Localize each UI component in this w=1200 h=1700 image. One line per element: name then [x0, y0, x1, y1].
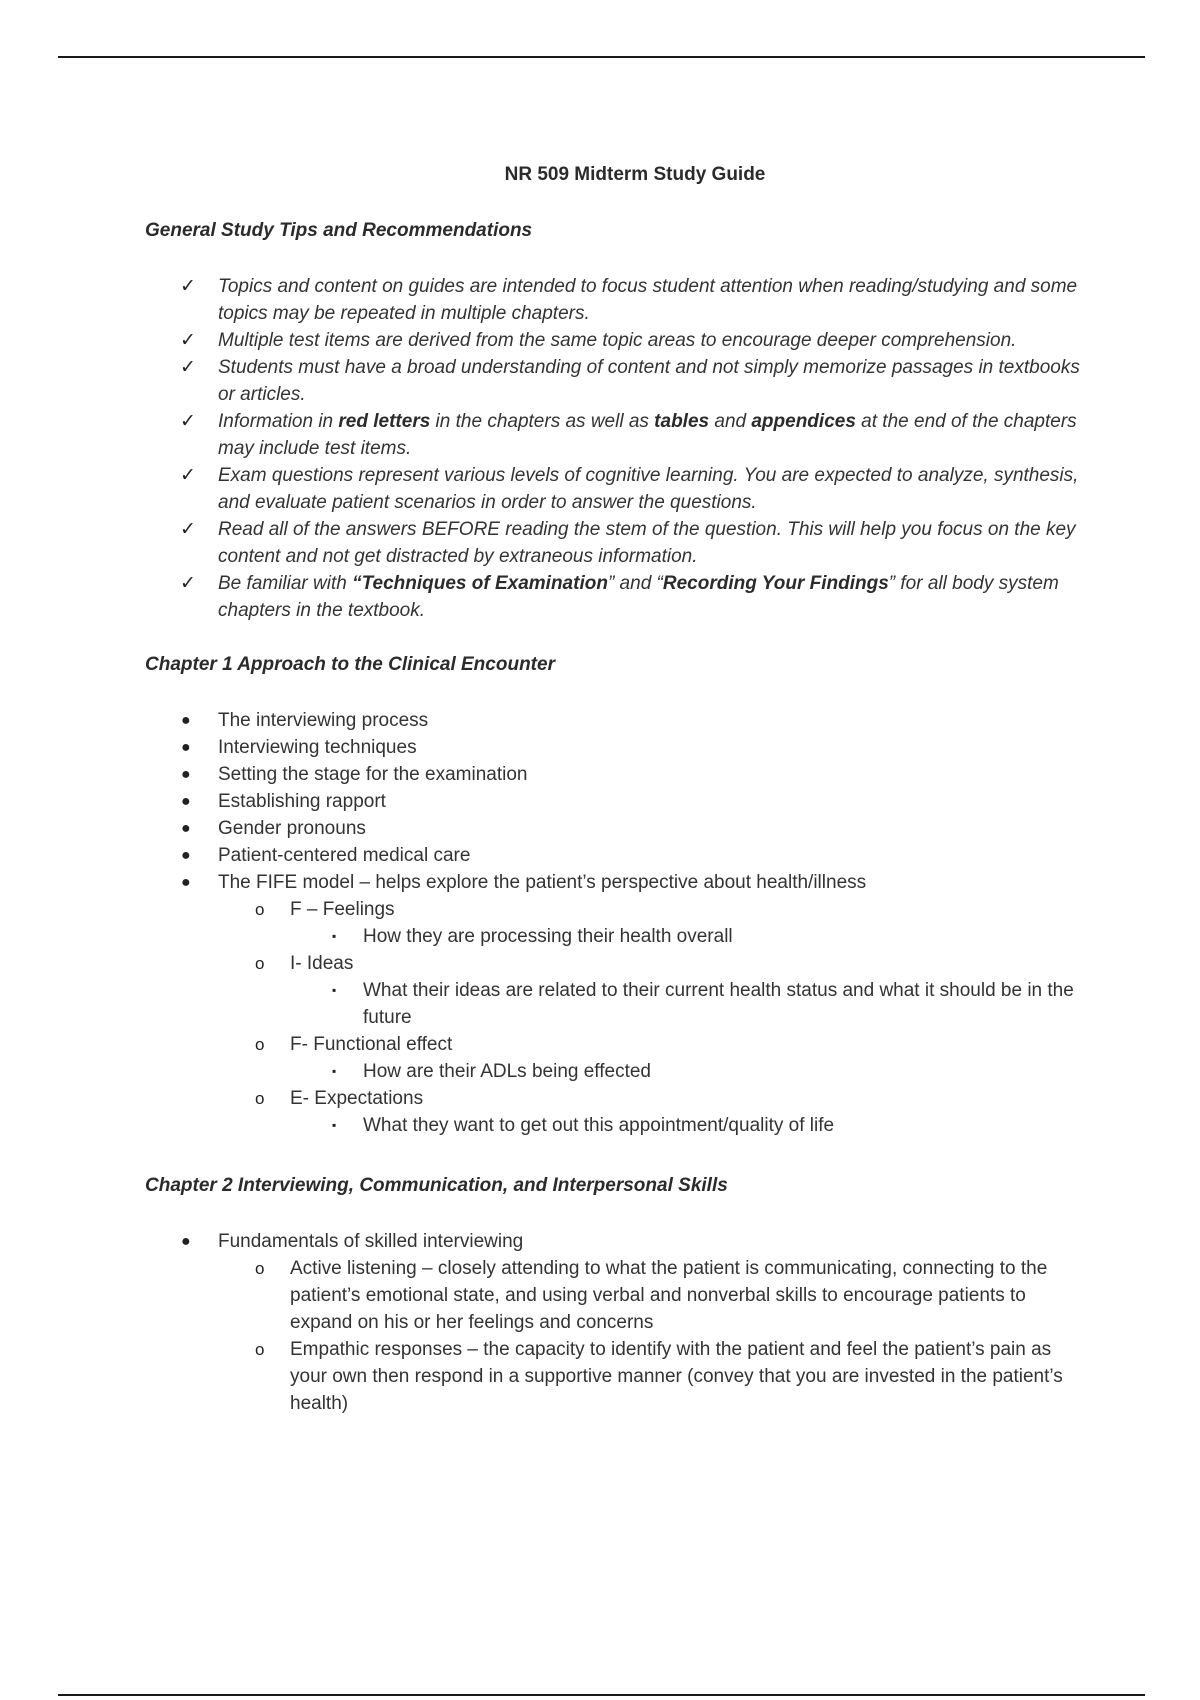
chapter-2-list	[0, 1228, 1200, 1417]
emphasis-appendices: appendices	[751, 411, 856, 432]
list-item: ● Patient-centered medical care	[0, 842, 1200, 869]
tip-text: Be familiar with “Techniques of Examination” and “Recording Your Findings” for all body system chapters in the textbook.	[218, 573, 1059, 621]
fife-item: o I- Ideas	[0, 950, 1200, 977]
list-item	[0, 462, 1200, 516]
emphasis-red-letters: red letters	[338, 411, 431, 432]
circle-bullet-icon: o	[255, 900, 265, 919]
tip-text: Multiple test items are derived from the same topic areas to encourage deeper comprehension.	[218, 330, 1017, 351]
circle-bullet-icon: o	[255, 1259, 265, 1278]
bottom-rule	[58, 1694, 1145, 1696]
check-icon: ✓	[180, 411, 196, 432]
check-icon: ✓	[180, 330, 196, 351]
circle-bullet-icon: o	[255, 1035, 265, 1054]
check-icon: ✓	[180, 573, 196, 594]
bullet-icon: ●	[181, 739, 191, 756]
list-item	[0, 354, 1200, 408]
check-icon: ✓	[180, 357, 196, 378]
bullet-icon: ●	[181, 712, 191, 729]
tip-text: Topics and content on guides are intended to focus student attention when reading/studying and some topics may be repeated in multiple chapters.	[218, 276, 1078, 324]
list-item: ● Establishing rapport	[0, 788, 1200, 815]
tip-text: Students must have a broad understanding of content and not simply memorize passages in textbooks or articles.	[218, 357, 1080, 405]
emphasis-tables: tables	[654, 411, 710, 432]
fife-detail: ▪ What their ideas are related to their current health status and what it should be in the future	[0, 977, 1200, 1031]
chapter-2-heading: Chapter 2 Interviewing, Communication, and Interpersonal Skills	[145, 1175, 728, 1196]
list-item	[0, 516, 1200, 570]
circle-bullet-icon: o	[255, 1340, 265, 1359]
list-item: ● Interviewing techniques	[0, 734, 1200, 761]
page-title: NR 509 Midterm Study Guide	[504, 164, 766, 185]
fife-detail: ▪ How they are processing their health overall	[0, 923, 1200, 950]
tip-text: Read all of the answers BEFORE reading the stem of the question. This will help you focus on the key content and not get distracted by extraneous information.	[218, 519, 1076, 567]
top-rule	[58, 56, 1145, 58]
fife-item: o E- Expectations	[0, 1085, 1200, 1112]
fife-detail: ▪ What they want to get out this appointment/quality of life	[0, 1112, 1200, 1139]
emphasis-techniques: “Techniques of Examination	[352, 573, 608, 594]
bullet-icon: ●	[181, 766, 191, 783]
list-item: ● The interviewing process	[0, 707, 1200, 734]
sub-item: o Empathic responses – the capacity to identify with the patient and feel the patient’s pain as your own then respond in a supportive manner (convey that you are invested in the patient’s health)	[0, 1336, 1200, 1417]
bullet-icon: ●	[181, 1233, 191, 1250]
chapter-1-heading: Chapter 1 Approach to the Clinical Encounter	[145, 654, 555, 675]
list-item: ● Setting the stage for the examination	[0, 761, 1200, 788]
list-item	[0, 570, 1200, 624]
check-icon: ✓	[180, 465, 196, 486]
sub-item: o Active listening – closely attending to what the patient is communicating, connecting to the patient’s emotional state, and using verbal and nonverbal skills to encourage patients to expand on his or her feelings and concerns	[0, 1255, 1200, 1336]
list-item: ● Fundamentals of skilled interviewing	[0, 1228, 1200, 1255]
square-bullet-icon: ▪	[332, 1064, 337, 1078]
bullet-icon: ●	[181, 793, 191, 810]
tips-list	[0, 273, 1200, 624]
list-item	[0, 273, 1200, 327]
bullet-icon: ●	[181, 847, 191, 864]
check-icon: ✓	[180, 519, 196, 540]
chapter-1-list	[0, 707, 1200, 1139]
square-bullet-icon: ▪	[332, 983, 337, 997]
square-bullet-icon: ▪	[332, 929, 337, 943]
bullet-icon: ●	[181, 874, 191, 891]
emphasis-findings: Recording Your Findings	[662, 573, 889, 594]
fife-item: o F – Feelings	[0, 896, 1200, 923]
square-bullet-icon: ▪	[332, 1118, 337, 1132]
tip-text: Exam questions represent various levels of cognitive learning. You are expected to analyze, synthesis, and evaluate patient scenarios in order to answer the questions.	[218, 465, 1079, 513]
tip-text: Information in red letters in the chapters as well as tables and appendices at the end of the chapters may include test items.	[218, 411, 1077, 459]
fife-item: o F- Functional effect	[0, 1031, 1200, 1058]
list-item: ● Gender pronouns	[0, 815, 1200, 842]
circle-bullet-icon: o	[255, 1089, 265, 1108]
tips-heading: General Study Tips and Recommendations	[145, 220, 533, 241]
check-icon: ✓	[180, 276, 196, 297]
bullet-icon: ●	[181, 820, 191, 837]
list-item	[0, 327, 1200, 354]
circle-bullet-icon: o	[255, 954, 265, 973]
list-item	[0, 408, 1200, 462]
list-item: ● The FIFE model – helps explore the patient’s perspective about health/illness	[0, 869, 1200, 896]
fife-detail: ▪ How are their ADLs being effected	[0, 1058, 1200, 1085]
